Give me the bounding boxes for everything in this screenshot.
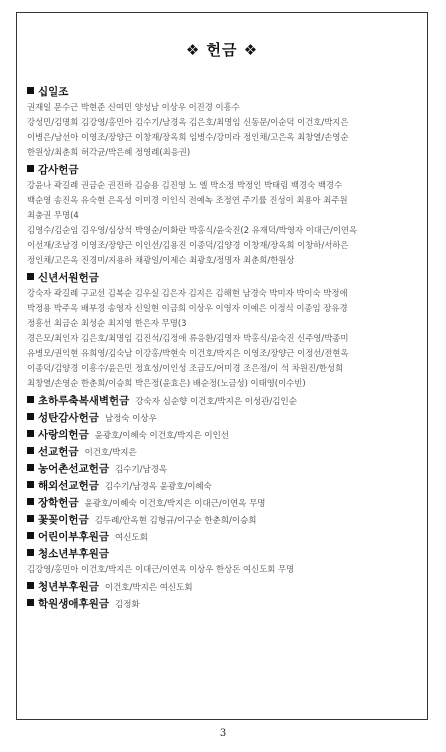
section-christmas-thanks: [27, 410, 417, 427]
donor-inline: 남정숙 이상우: [104, 414, 157, 424]
heading-label: 꽃꽂이헌금: [38, 514, 89, 526]
square-bullet-icon: [27, 515, 34, 522]
donor-line: 강성민/김명희 김강영/홍민아 김수기/남경옥 김은호/최명임 신동문/이순덕 이건호/박지은: [27, 117, 349, 127]
heading-label: 농어촌선교헌금: [38, 463, 110, 475]
section-young-adult-support: [27, 579, 417, 596]
heading-label: 청소년부후원금: [38, 548, 110, 560]
donor-line: 최창열/손영순 한춘희/이승희 박은정(윤효은) 배순정(노금성) 이태영(이수빈): [27, 378, 306, 388]
section-overseas-mission: [27, 478, 417, 495]
section-heading: [27, 84, 417, 100]
square-bullet-icon: [27, 165, 34, 172]
section-first-dawn-blessing: [27, 393, 417, 410]
donor-inline: 이건호/박지은 여신도회: [104, 583, 193, 593]
donor-inline: 김수기/남경옥: [115, 465, 168, 475]
heading-label: 감사헌금: [38, 164, 79, 176]
page-title: ❖ 헌금 ❖: [185, 41, 259, 59]
section-flowers: [27, 512, 417, 529]
donor-inline: 윤광호/이혜숙 이건호/박지은 이인선: [94, 431, 230, 441]
section-love-offering: [27, 427, 417, 444]
section-children-support: [27, 529, 417, 546]
heading-label: 십일조: [38, 86, 69, 98]
donor-inline: 김수기/남경옥 윤광호/이혜숙: [104, 482, 212, 492]
square-bullet-icon: [27, 413, 34, 420]
section-scholarship: [27, 495, 417, 512]
heading-label: 신년서원헌금: [38, 272, 99, 284]
donor-list: [27, 100, 417, 160]
section-thanksgiving: [27, 162, 417, 268]
heading-label: 학원생애후원금: [38, 598, 110, 610]
donor-line: 경은모/최인자 김은호/최명임 김진석/김정애 류응환/김명자 박홍식/윤숙진 신주영/박종미: [27, 333, 349, 343]
square-bullet-icon: [27, 532, 34, 539]
section-youth-support: [27, 546, 417, 577]
section-heading: [27, 546, 417, 562]
donor-line: 강숙자 곽길례 구교선 김복순 김우실 김은자 김지은 김해현 남경숙 박미자 박이숙 박정애: [27, 288, 348, 298]
square-bullet-icon: [27, 549, 34, 556]
donor-line: 이종덕/김양경 이흥수/윤은민 정효성/이인성 조금도/어미경 조은정/이 석 차원진/한성희: [27, 363, 344, 373]
section-mission: [27, 444, 417, 461]
donor-line: 김영수/김순임 김우영/심상석 박영순/이화란 박홍식/윤숙진(2 유재덕/박영자 이대근/이연옥: [27, 225, 358, 235]
donor-line: 김강영/홍민아 이건호/박지은 이대근/이연옥 이상우 한상돈 여신도회 무명: [27, 564, 295, 574]
donor-inline: 이건호/박지은: [84, 448, 137, 458]
square-bullet-icon: [27, 396, 34, 403]
square-bullet-icon: [27, 498, 34, 505]
square-bullet-icon: [27, 481, 34, 488]
donor-line: 박정용 박주옥 배부경 송영자 신일현 이금희 이상우 이영자 이예은 이정식 이종임 장유경: [27, 303, 348, 313]
square-bullet-icon: [27, 447, 34, 454]
heading-label: 어린이부후원금: [38, 531, 110, 543]
donor-line: 이병은/남선아 이영조/장양근 이창재/장옥희 임병수/강미라 정인채/고은옥 최창열/손영순: [27, 132, 349, 142]
donor-line: 최충권 무명(4: [27, 210, 79, 220]
donor-list: [27, 286, 417, 391]
square-bullet-icon: [27, 582, 34, 589]
donor-line: 강윤나 곽길례 권금순 권진하 김승용 김진영 노 엘 박소정 박정인 박태림 백경숙 백경수: [27, 180, 343, 190]
square-bullet-icon: [27, 599, 34, 606]
square-bullet-icon: [27, 273, 34, 280]
donor-inline: 김정화: [115, 600, 140, 610]
donor-inline: 김두례/안옥현 김형규/이구순 한춘희/이승희: [94, 516, 257, 526]
donor-inline: 여신도회: [115, 533, 148, 543]
section-tithe: [27, 84, 417, 160]
donor-line: 정흥선 최금순 최성순 최지영 한은자 무명(3: [27, 318, 187, 328]
square-bullet-icon: [27, 430, 34, 437]
heading-label: 사랑의헌금: [38, 429, 89, 441]
donor-list: [27, 178, 417, 268]
donor-list: [27, 562, 417, 577]
donor-line: 권재일 문수근 박현준 신여민 양성남 이상우 이진경 이흥수: [27, 102, 240, 112]
donor-inline: 강숙자 심순향 이건호/박지은 이성관/김인순: [135, 397, 297, 407]
heading-label: 성탄감사헌금: [38, 412, 99, 424]
heading-label: 초하루축복새벽헌금: [38, 395, 130, 407]
offering-page-frame: [16, 12, 428, 720]
heading-label: 선교헌금: [38, 446, 79, 458]
square-bullet-icon: [27, 464, 34, 471]
donor-inline: 윤광호/이혜숙 이건호/박지은 이대근/이연옥 무명: [84, 499, 266, 509]
section-rural-mission: [27, 461, 417, 478]
heading-label: 해외선교헌금: [38, 480, 99, 492]
donor-line: 백순영 송진옥 유숙현 은옥성 이미경 이인식 전예녹 조정연 주기률 진성이 최용아 최주원: [27, 195, 348, 205]
donor-line: 정인채/고은옥 진경미/지용하 채광일/이제슨 최광호/정명자 최춘희/한원상: [27, 255, 295, 265]
donor-line: 유병모/권익현 유희영/김숙남 이강홍/박현숙 이건호/박지은 이영조/장양근 이정선/전현옥: [27, 348, 349, 358]
section-heading: [27, 270, 417, 286]
section-new-year-vow: [27, 270, 417, 391]
donor-line: 이선재/조남경 이영조/장양근 이인선/김용진 이종덕/김양경 이창재/장옥희 이창하/서하은: [27, 240, 349, 250]
square-bullet-icon: [27, 87, 34, 94]
heading-label: 청년부후원금: [38, 581, 99, 593]
page-number: 3: [219, 728, 227, 739]
section-heading: [27, 162, 417, 178]
heading-label: 장학헌금: [38, 497, 79, 509]
donor-line: 한원상/최춘희 허각균/박은혜 정영례(최응권): [27, 147, 191, 157]
section-academy-support: [27, 596, 417, 613]
